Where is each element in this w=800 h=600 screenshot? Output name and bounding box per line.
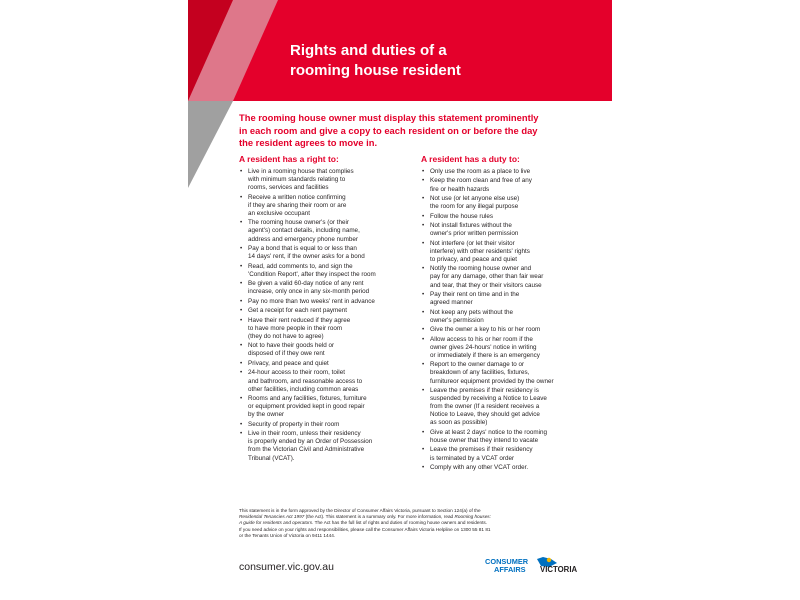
item-line: Be given a valid 60-day notice of any rent bbox=[248, 280, 364, 288]
intro-line: in each room and give a copy to each resident on or before the day bbox=[239, 124, 538, 136]
item-line: Notify the rooming house owner and bbox=[430, 265, 532, 273]
duty-item bbox=[421, 326, 601, 334]
bullet-icon: • bbox=[422, 446, 425, 454]
bullet-icon: • bbox=[240, 395, 243, 403]
item-line: rooms, services and facilities bbox=[248, 184, 329, 192]
bullet-icon: • bbox=[422, 265, 425, 273]
duties-heading: A resident has a duty to: bbox=[421, 154, 520, 164]
item-line: or immediately if there is an emergency bbox=[430, 351, 540, 359]
bullet-icon: • bbox=[422, 335, 425, 343]
item-line: agreed manner bbox=[430, 299, 473, 307]
footnote-approval: This statement is in the form approved by the Director of Consumer Affairs Victoria, pursuant to Section 124(a) of the Residential Tenancies Act 1997 (the Act). This statement is a summary only. For more information, read Rooming houses: A guide for residents and operators. The Act has the full list of rights and duties of rooming house owners and residents. bbox=[239, 508, 491, 525]
duty-item bbox=[421, 168, 601, 176]
title-line: rooming house resident bbox=[290, 62, 461, 79]
duties-list bbox=[421, 168, 601, 472]
item-line: The rooming house owner's (or their bbox=[248, 219, 349, 227]
item-line: Give at least 2 days' notice to the rooming bbox=[430, 428, 548, 436]
item-line: (they do not have to agree) bbox=[248, 332, 324, 340]
item-line: Only use the room as a place to live bbox=[430, 168, 531, 175]
duty-item bbox=[421, 240, 601, 264]
item-line: owner's prior written permission bbox=[430, 230, 519, 238]
item-line: Security of property in their room bbox=[248, 420, 340, 428]
item-line: Not to have their goods held or bbox=[248, 342, 335, 350]
duty-item bbox=[421, 464, 601, 472]
consumer-affairs-victoria-logo bbox=[485, 556, 595, 584]
duty-item bbox=[421, 222, 601, 238]
duty-item bbox=[421, 195, 601, 211]
item-line: Not interfere (or let their visitor bbox=[430, 239, 515, 247]
rights-heading: A resident has a right to: bbox=[239, 154, 339, 164]
item-line: breakdown of any facilities, fixtures, bbox=[430, 369, 530, 377]
item-line: is terminated by a VCAT order bbox=[430, 454, 515, 462]
item-line: and bathroom, and reasonable access to bbox=[248, 377, 363, 385]
item-line: from the owner (If a resident receives a bbox=[430, 403, 540, 411]
footnote-helpline: If you need advice on your rights and responsibilities, please call the Consumer Affairs Victoria Helpline on 1300 55 81 81 or the Tenants Union of Victoria on 9411 1444. bbox=[239, 527, 491, 538]
right-item bbox=[239, 430, 409, 462]
footnote bbox=[239, 508, 601, 540]
bullet-icon: • bbox=[240, 193, 243, 201]
item-line: to have more people in their room bbox=[248, 324, 343, 332]
duties-column bbox=[421, 154, 601, 474]
duty-item bbox=[421, 336, 601, 360]
bullet-icon: • bbox=[240, 369, 243, 377]
bullet-icon: • bbox=[422, 291, 425, 299]
title-line: Rights and duties of a bbox=[290, 42, 447, 59]
item-line: Live in their room, unless their residency bbox=[248, 430, 361, 438]
item-line: 'Condition Report', after they inspect the room bbox=[248, 270, 376, 278]
duty-item bbox=[421, 177, 601, 193]
page-title bbox=[290, 41, 600, 81]
bullet-icon: • bbox=[240, 297, 243, 305]
item-line: 14 days' rent, if the owner asks for a bond bbox=[248, 253, 365, 261]
bullet-icon: • bbox=[240, 316, 243, 324]
logo-text: AFFAIRS bbox=[494, 565, 526, 574]
bullet-icon: • bbox=[240, 280, 243, 288]
item-line: as soon as possible) bbox=[430, 419, 488, 427]
item-line: Have their rent reduced if they agree bbox=[248, 316, 351, 324]
item-line: Allow access to his or her room if the bbox=[430, 335, 533, 343]
bullet-icon: • bbox=[422, 326, 425, 334]
bullet-icon: • bbox=[240, 359, 243, 367]
bullet-icon: • bbox=[422, 177, 425, 185]
item-line: fire or health hazards bbox=[430, 185, 490, 193]
item-line: address and emergency phone number bbox=[248, 235, 358, 243]
item-line: Pay a bond that is equal to or less than bbox=[248, 245, 357, 253]
website-link[interactable]: consumer.vic.gov.au bbox=[239, 561, 334, 573]
right-item bbox=[239, 421, 409, 429]
right-item bbox=[239, 245, 409, 261]
item-line: other facilities, including common areas bbox=[248, 385, 359, 393]
item-line: Leave the premises if their residency is bbox=[430, 387, 539, 395]
item-line: Report to the owner damage to or bbox=[430, 361, 525, 369]
item-line: and tear, that they or their visitors cause bbox=[430, 281, 542, 289]
item-line: pay for any damage, other than fair wear bbox=[430, 273, 544, 281]
bullet-icon: • bbox=[240, 168, 243, 175]
rights-column bbox=[239, 154, 409, 464]
bullet-icon: • bbox=[422, 168, 425, 175]
item-line: from the Victorian Civil and Administrative bbox=[248, 446, 365, 454]
item-line: Notice to Leave, they should get advice bbox=[430, 411, 540, 419]
bullet-icon: • bbox=[240, 342, 243, 350]
duty-item bbox=[421, 291, 601, 307]
duty-item bbox=[421, 265, 601, 289]
item-line: owner gives 24-hours' notice in writing bbox=[430, 343, 537, 351]
right-item bbox=[239, 342, 409, 358]
right-item bbox=[239, 395, 409, 419]
right-item bbox=[239, 360, 409, 368]
logo-text: CONSUMER bbox=[485, 557, 529, 566]
item-line: Pay no more than two weeks' rent in advance bbox=[248, 297, 375, 305]
bullet-icon: • bbox=[422, 195, 425, 203]
bullet-icon: • bbox=[422, 361, 425, 369]
intro-statement bbox=[239, 112, 591, 150]
item-line: Follow the house rules bbox=[430, 212, 494, 220]
bullet-icon: • bbox=[240, 262, 243, 270]
item-line: Keep the room clean and free of any bbox=[430, 177, 532, 185]
bullet-icon: • bbox=[240, 219, 243, 227]
right-item bbox=[239, 369, 409, 393]
item-line: Comply with any other VCAT order. bbox=[430, 464, 529, 472]
right-item bbox=[239, 263, 409, 279]
bullet-icon: • bbox=[240, 430, 243, 438]
right-item bbox=[239, 317, 409, 341]
item-line: to privacy, and peace and quiet bbox=[430, 255, 518, 263]
bullet-icon: • bbox=[240, 420, 243, 428]
item-line: Privacy, and peace and quiet bbox=[248, 359, 329, 367]
intro-line: The rooming house owner must display this statement prominently bbox=[239, 112, 539, 123]
item-line: Receive a written notice confirming bbox=[248, 193, 346, 201]
item-line: by the owner bbox=[248, 411, 285, 419]
duty-item bbox=[421, 309, 601, 325]
intro-line: the resident agrees to move in. bbox=[239, 137, 378, 148]
bullet-icon: • bbox=[422, 239, 425, 247]
document-page bbox=[188, 0, 612, 600]
bullet-icon: • bbox=[422, 464, 425, 472]
item-line: if they are sharing their room or are bbox=[248, 201, 347, 209]
bullet-icon: • bbox=[422, 308, 425, 316]
item-line: Not install fixtures without the bbox=[430, 222, 512, 230]
item-line: Rooms and any facilities, fixtures, furniture bbox=[248, 395, 367, 403]
right-item bbox=[239, 219, 409, 243]
item-line: an exclusive occupant bbox=[248, 209, 310, 217]
rights-list bbox=[239, 168, 409, 463]
item-line: Pay their rent on time and in the bbox=[430, 291, 520, 299]
right-item bbox=[239, 168, 409, 192]
item-line: Not keep any pets without the bbox=[430, 308, 513, 316]
bullet-icon: • bbox=[422, 222, 425, 230]
item-line: suspended by receiving a Notice to Leave bbox=[430, 395, 547, 403]
item-line: disposed of if they owe rent bbox=[248, 350, 325, 358]
right-item bbox=[239, 194, 409, 218]
item-line: Live in a rooming house that complies bbox=[248, 168, 354, 175]
logo-text: VICTORIA bbox=[540, 565, 578, 574]
right-item bbox=[239, 280, 409, 296]
right-item bbox=[239, 307, 409, 315]
duty-item bbox=[421, 429, 601, 445]
item-line: Leave the premises if their residency bbox=[430, 446, 533, 454]
bullet-icon: • bbox=[422, 428, 425, 436]
item-line: agent's) contact details, including name, bbox=[248, 227, 360, 235]
duty-item bbox=[421, 446, 601, 462]
duty-item bbox=[421, 387, 601, 427]
item-line: 24-hour access to their room, toilet bbox=[248, 369, 345, 377]
item-line: house owner that they intend to vacate bbox=[430, 436, 539, 444]
bullet-icon: • bbox=[422, 387, 425, 395]
item-line: Give the owner a key to his or her room bbox=[430, 326, 541, 334]
bullet-icon: • bbox=[240, 307, 243, 315]
item-line: interfere) with other residents' rights bbox=[430, 247, 530, 255]
bullet-icon: • bbox=[240, 245, 243, 253]
item-line: the room for any illegal purpose bbox=[430, 203, 519, 211]
item-line: Get a receipt for each rent payment bbox=[248, 307, 348, 315]
item-line: is properly ended by an Order of Possession bbox=[248, 438, 373, 446]
bullet-icon: • bbox=[422, 212, 425, 220]
duty-item bbox=[421, 213, 601, 221]
item-line: furnitureor equipment provided by the owner bbox=[430, 377, 554, 385]
item-line: Tribunal (VCAT). bbox=[248, 454, 295, 462]
item-line: increase, only once in any six-month period bbox=[248, 288, 370, 296]
item-line: Read, add comments to, and sign the bbox=[248, 262, 353, 270]
item-line: or equipment provided kept in good repair bbox=[248, 403, 365, 411]
right-item bbox=[239, 298, 409, 306]
item-line: Not use (or let anyone else use) bbox=[430, 195, 520, 203]
item-line: with minimum standards relating to bbox=[248, 176, 346, 184]
duty-item bbox=[421, 361, 601, 385]
item-line: owner's permission bbox=[430, 316, 484, 324]
